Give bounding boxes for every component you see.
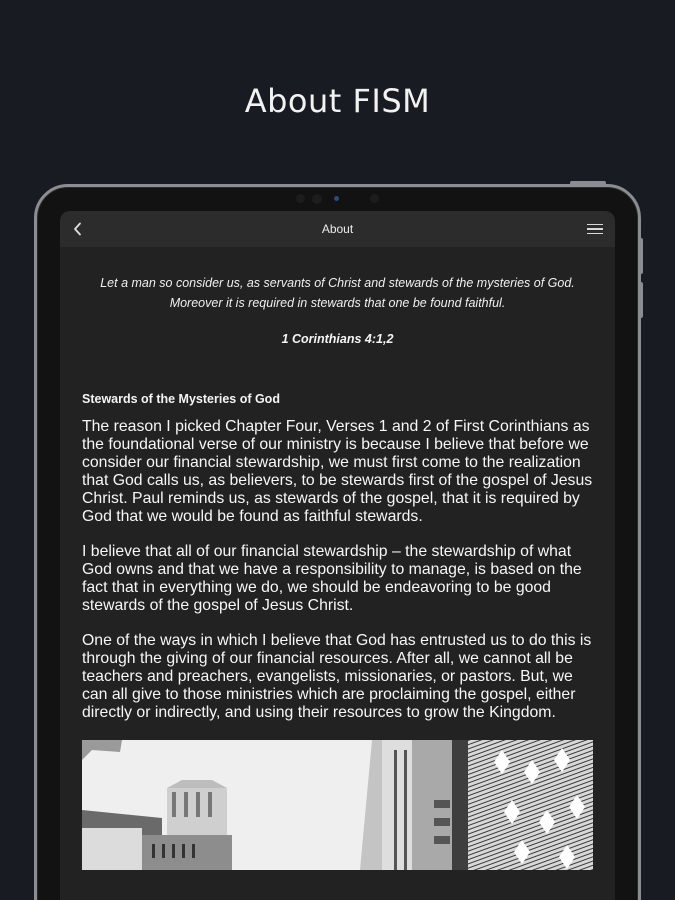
body-paragraph: I believe that all of our financial stewardship – the stewardship of what God owns and that we have a responsibility to manage, is based on the fact that in everything we do, we should be endeavoring to be good stewards of the gospel of Jesus Christ. — [82, 543, 582, 614]
city-buildings-photo — [82, 740, 593, 870]
body-paragraph: The reason I picked Chapter Four, Verses 1 and 2 of First Corinthians as the foundational verse of our ministry is because I believe that before we consider our financial stewardship, we must first come to the realization that God calls us, as believers, to be stewards first of the gospel of Jesus Christ. Paul reminds us, as stewards of the gospel, that it is required by God that we would be found as faithful stewards. — [82, 418, 593, 525]
camera-lens — [312, 194, 322, 204]
menu-button[interactable] — [587, 221, 603, 237]
about-content — [60, 247, 615, 870]
chevron-left-icon — [73, 222, 83, 236]
sensor-dot — [370, 194, 379, 203]
photo-icon — [82, 740, 593, 870]
navigation-bar — [60, 211, 615, 247]
sensor-dot — [296, 194, 305, 203]
camera-indicator-light — [334, 196, 339, 201]
promo-title: About FISM — [244, 82, 431, 120]
scripture-quote: Let a man so consider us, as servants of Christ and stewards of the mysteries of God. Moreover it is required in stewards that one be found faithful. — [100, 276, 575, 310]
hamburger-menu-icon — [587, 233, 603, 235]
hamburger-menu-icon — [587, 224, 603, 226]
back-button[interactable] — [68, 219, 88, 239]
section-heading: Stewards of the Mysteries of God — [82, 392, 280, 406]
app-screen — [60, 211, 615, 900]
scripture-reference: 1 Corinthians 4:1,2 — [281, 332, 394, 346]
page-title: About — [321, 222, 354, 236]
body-paragraph: One of the ways in which I believe that God has entrusted us to do this is through the giving of our financial resources. After all, we cannot all be teachers and preachers, evangelists, missionaries, or pastors. But, we can all give to those ministries which are proclaiming the gospel, either directly or indirectly, and using their resources to grow the Kingdom. — [82, 632, 592, 721]
camera-sensor-bar — [296, 194, 386, 204]
hamburger-menu-icon — [587, 228, 603, 230]
